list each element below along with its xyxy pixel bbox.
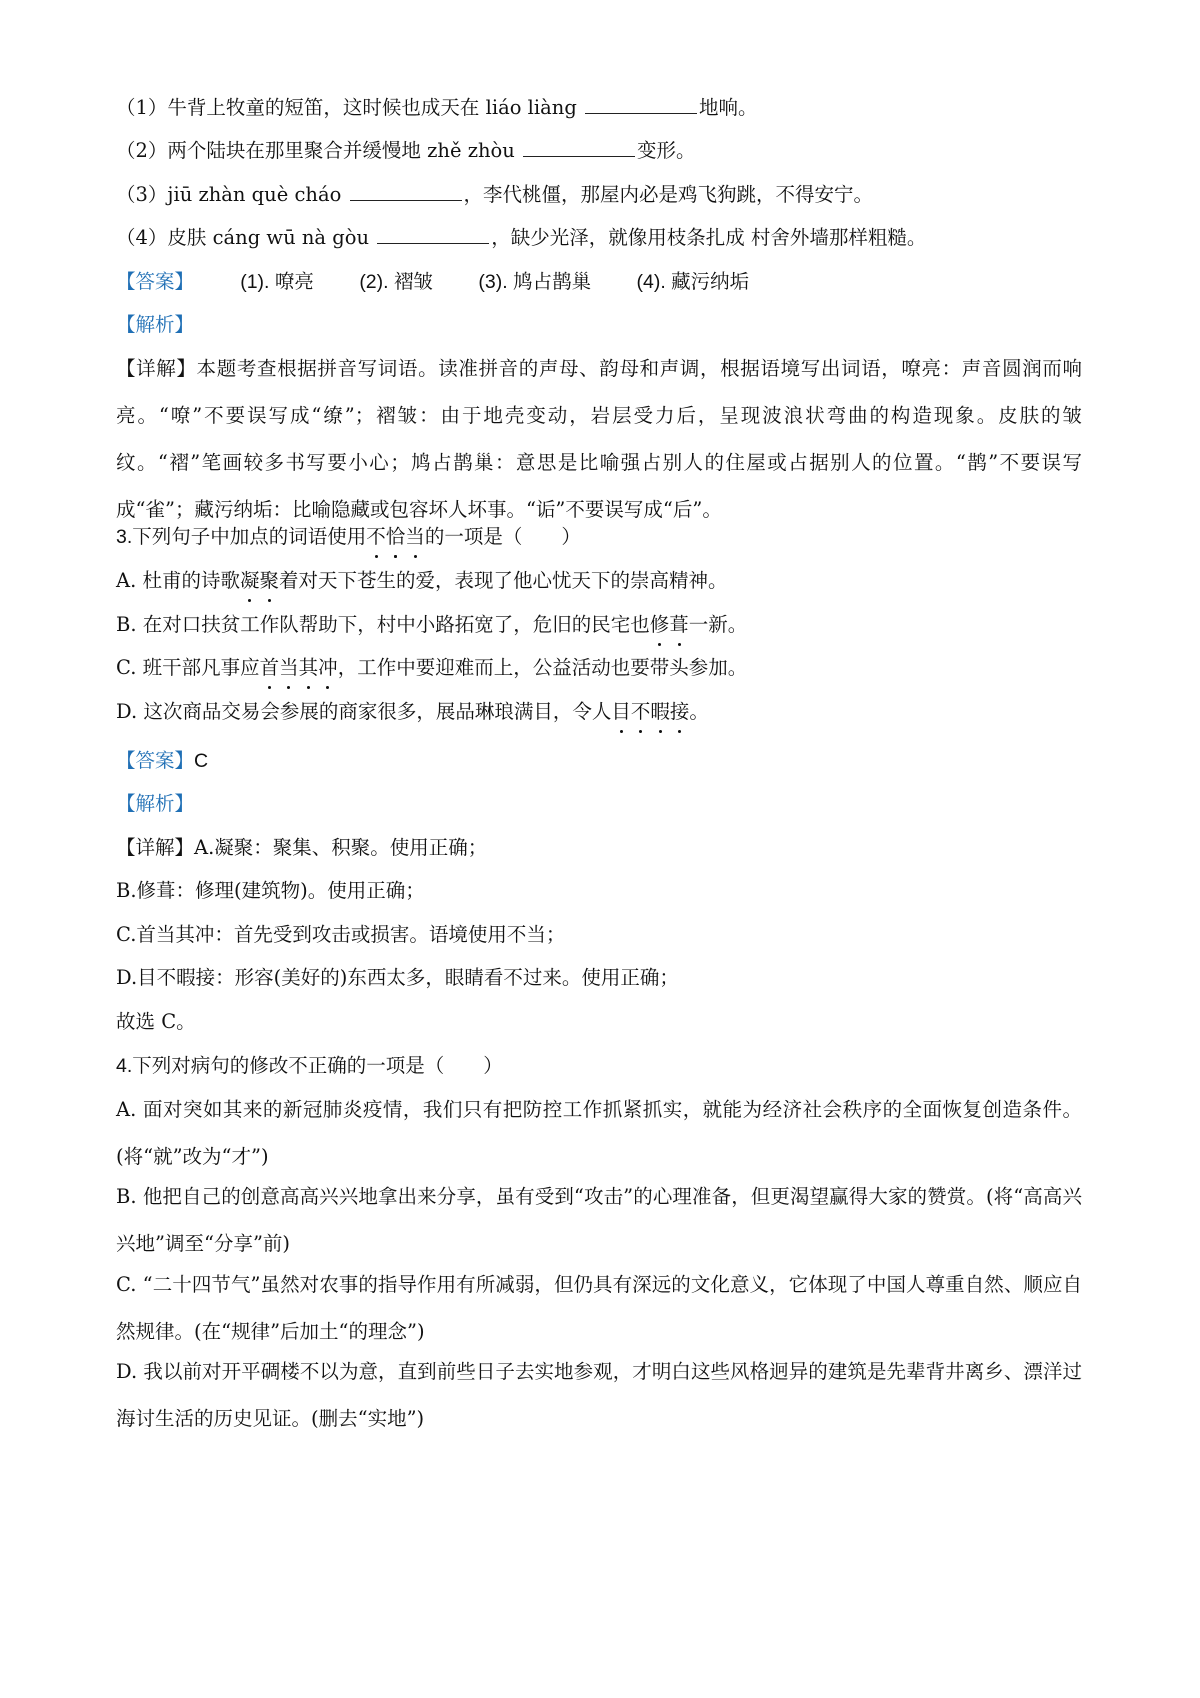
answer-item: (3). 鸠占鹊巢 [478,271,592,293]
option-text: ，工作中要迎难而上，公益活动也要带头参加。 [337,656,748,679]
q3-detail-1: 【详解】A.凝聚：聚集、积聚。使用正确； [116,836,488,859]
q4-stem: 4.下列对病句的修改不正确的一项是（ ） [116,1055,503,1077]
answer-value: C [194,750,209,772]
q3-detail-2: B.修葺：修理(建筑物)。使用正确； [116,879,425,902]
option-text: A. 杜甫的诗歌 [116,569,240,592]
emphasis-char: 目 [611,698,631,726]
stem-text: 3.下列句子中加点的词语使用 [116,526,367,548]
emphasis-char: 凝 [240,567,260,595]
item-number: （4） [116,226,168,249]
q4-option-d: D. 我以前对开平碉楼不以为意，直到前些日子去实地参观，才明白这些风格迥异的建筑是先辈背井离乡、漂洋过海讨生活的历史见证。(删去“实地”) [116,1360,1082,1430]
q4-option-b: B. 他把自己的创意高高兴兴地拿出来分享，虽有受到“攻击”的心理准备，但更渴望赢得大家的赞赏。(将“高高兴兴地”调至“分享”前) [116,1185,1082,1255]
q2-item-2 [116,137,1082,165]
q3-option-c [116,654,1082,682]
option-text: C. 班干部凡事应 [116,656,260,679]
item-number: （1） [116,96,168,119]
emphasis-char: 当 [405,523,425,551]
option-text: 一新。 [688,613,748,636]
item-text: 两个陆块在那里聚合并缓慢地 zhě zhòu [167,139,522,162]
stem-text: 的一项是（ ） [424,525,581,548]
item-number: （2） [116,139,168,162]
dotted-word [650,613,689,636]
q3-option-d [116,698,1082,726]
q4-option-c: C. “二十四节气”虽然对农事的指导作用有所减弱，但仍具有深远的文化意义，它体现了中国人尊重自然、顺应自然规律。(在“规律”后加土“的理念”) [116,1273,1082,1343]
item-text: ，缺少光泽，就像用枝条扎成 村舍外墙那样粗糙。 [491,226,927,249]
emphasis-char: 接 [670,698,690,726]
emphasis-char: 恰 [386,523,406,551]
emphasis-char: 聚 [260,567,280,595]
emphasis-char: 暇 [650,698,670,726]
item-text: 地响。 [699,96,758,119]
q3-detail-4: D.目不暇接：形容(美好的)东西太多，眼睛看不过来。使用正确； [116,966,679,989]
answer-tag: 【答案】 [116,749,195,772]
emphasis-char: 不 [631,698,651,726]
item-text: jiū zhàn què cháo [167,183,348,206]
q2-detail: 【详解】本题考查根据拼音写词语。读准拼音的声母、韵母和声调，根据语境写出词语，嘹亮：声音圆润而响亮。“嘹”不要误写成“缭”；褶皱：由于地壳变动，岩层受力后，呈现波浪状弯曲的构造现象。皮肤的皱纹。“褶”笔画较多书写要小心；鸠占鹊巢：意思是比喻强占别人的住屋或占据别人的位置。“鹊”不要误写成“雀”；藏污纳垢：比喻隐藏或包容坏人坏事。“诟”不要误写成“后”。 [116,357,1082,521]
q2-answer-line [116,268,1082,296]
item-text: 皮肤 cáng wū nà gòu [167,226,376,249]
answer-item: (2). 褶皱 [359,271,433,293]
q2-item-4 [116,224,1082,252]
emphasis-char: 修 [650,611,670,639]
analysis-tag: 【解析】 [116,313,195,336]
emphasis-char: 不 [366,523,386,551]
q3-option-b [116,611,1082,639]
q2-analysis-tag [116,311,1082,339]
analysis-tag: 【解析】 [116,792,195,815]
option-text: 着对天下苍生的爱，表现了他心忧天下的崇高精神。 [279,569,728,592]
option-text: B. 在对口扶贫工作队帮助下，村中小路拓宽了，危旧的民宅也 [116,613,650,636]
item-number: （3） [116,183,168,206]
answer-item: (1). 嘹亮 [240,271,314,293]
option-text: 。 [689,700,709,723]
dotted-word [260,656,338,679]
answer-blank [377,225,489,244]
emphasis-char: 首 [260,654,280,682]
answer-blank [350,182,462,201]
answer-item: (4). 藏污纳垢 [636,271,750,293]
dotted-word [611,700,689,723]
item-text: 牛背上牧童的短笛，这时候也成天在 liáo liàng [167,96,583,119]
q3-option-a [116,567,1082,595]
answer-list [240,268,789,296]
q3-stem [116,523,1082,551]
emphasis-char: 冲 [318,654,338,682]
answer-tag: 【答案】 [116,270,195,293]
answer-blank [523,138,635,157]
option-text: D. 这次商品交易会参展的商家很多，展品琳琅满目，令人 [116,700,612,723]
item-text: 变形。 [637,139,696,162]
emphasis-char: 葺 [669,611,689,639]
q3-analysis-tag [116,790,1082,818]
q4-option-a: A. 面对突如其来的新冠肺炎疫情，我们只有把防控工作抓紧抓实，就能为经济社会秩序的全面恢复创造条件。(将“就”改为“才”) [116,1098,1082,1168]
q2-item-1 [116,94,1082,122]
dotted-word [240,569,279,592]
emphasis-char: 其 [299,654,319,682]
dotted-word [366,525,425,548]
item-text: ，李代桃僵，那屋内必是鸡飞狗跳，不得安宁。 [463,183,874,206]
q3-detail-5: 故选 C。 [116,1010,196,1033]
q3-detail-3: C.首当其冲：首先受到攻击或损害。语境使用不当； [116,923,566,946]
emphasis-char: 当 [279,654,299,682]
q2-item-3 [116,181,1082,209]
dotted-text [366,523,425,551]
q3-answer-line [116,747,1082,775]
answer-blank [585,95,697,114]
